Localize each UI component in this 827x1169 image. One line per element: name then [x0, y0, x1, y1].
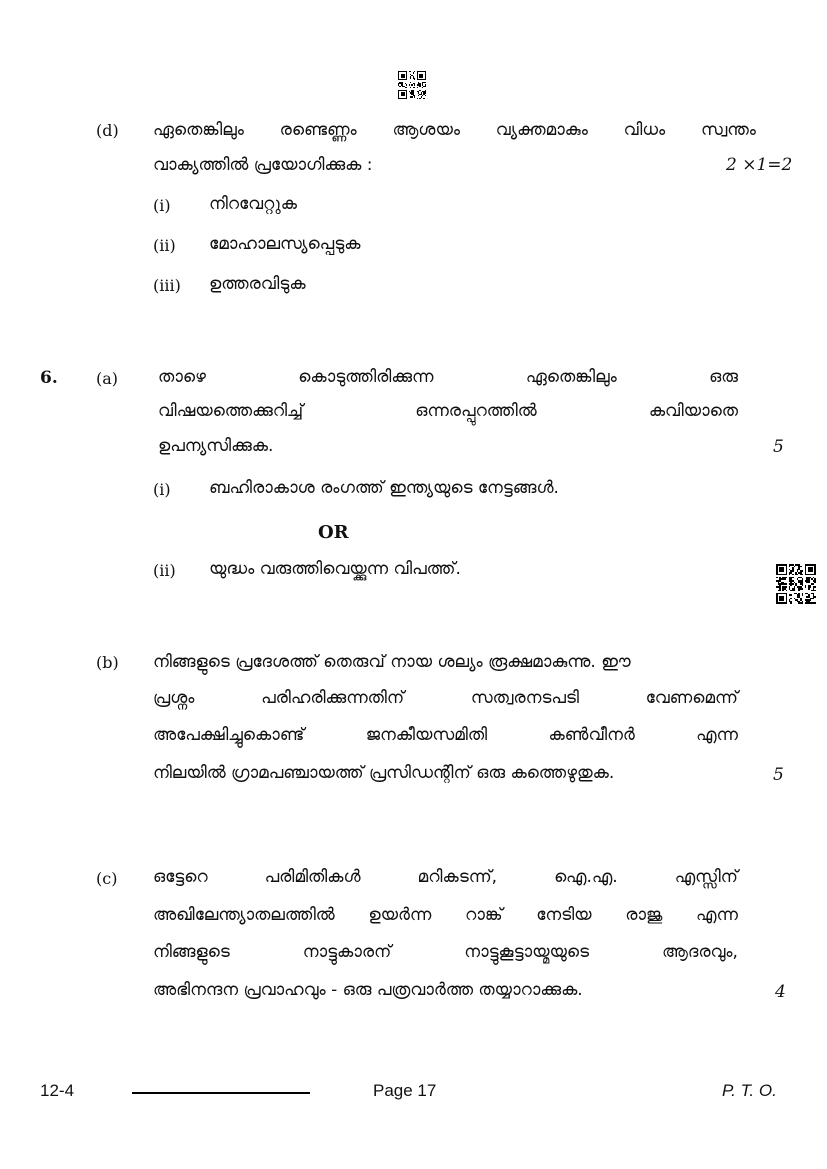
word: പരിഹരിക്കുന്നതിന് [261, 688, 405, 708]
word: നേടിയ [536, 905, 592, 925]
qr-code [776, 564, 816, 604]
word: നിങ്ങളുടെ [153, 942, 230, 962]
footer-rule [132, 1092, 310, 1094]
marks: 5 [773, 437, 784, 457]
word: ഒരു [709, 367, 738, 387]
word: പ്രശ്നം [153, 688, 195, 708]
marks: 4 [775, 982, 786, 1002]
word: എന്ന [696, 905, 738, 925]
question-text [158, 367, 738, 387]
word: വ്യക്തമാകും [495, 120, 588, 140]
question-label: (a) [96, 369, 119, 388]
word: ഏതെങ്കിലും [525, 367, 617, 387]
word: സ്വന്തം [700, 120, 756, 140]
item-label: (iii) [153, 276, 181, 295]
question-label: (b) [96, 653, 119, 672]
item-text: ഉത്തരവിടുക [209, 274, 306, 294]
question-text: വാക്യത്തിൽ പ്രയോഗിക്കുക : [153, 155, 373, 175]
marks: 2 ×1=2 [726, 155, 793, 175]
item-text: മോഹാലസ്യപ്പെടുക [209, 234, 361, 254]
question-text [153, 905, 738, 925]
word: ജനകീയസമിതി [365, 725, 488, 745]
paper-code: 12-4 [40, 1081, 75, 1100]
word: ഏതെങ്കിലും [153, 120, 244, 140]
word: റാങ്ക് [465, 905, 503, 925]
word: നാട്ടുകൂട്ടായ്മയുടെ [464, 942, 590, 962]
word: ഒന്നരപ്പുറത്തിൽ [415, 401, 537, 421]
question-text: നിങ്ങളുടെ പ്രദേശത്ത് തെരുവ് നായ ശല്യം രൂക്ഷമാകുന്നു. ഈ [153, 652, 631, 672]
question-label: (c) [96, 869, 118, 888]
question-text: ഉപന്യസിക്കുക. [158, 436, 274, 456]
word: അഖിലേന്ത്യാതലത്തിൽ [153, 905, 335, 925]
question-text: നിലയിൽ ഗ്രാമപഞ്ചായത്ത് പ്രസിഡന്റിന് ഒരു കത്തെഴുതുക. [153, 763, 615, 783]
word: വിഷയത്തെക്കുറിച്ച് [158, 401, 304, 421]
question-text [153, 942, 738, 962]
word: എന്ന [696, 725, 738, 745]
or-separator: OR [318, 522, 349, 543]
qr-code [398, 71, 426, 99]
question-text [153, 867, 738, 887]
word: ആശയം [392, 120, 460, 140]
word: എസ്സിന് [674, 867, 738, 887]
marks: 5 [773, 765, 784, 785]
page-number: Page 17 [373, 1081, 437, 1100]
word: മറികടന്ന്, [417, 867, 498, 887]
word: ഐ.എ. [554, 867, 618, 887]
question-text [153, 725, 738, 745]
word: കവിയാതെ [648, 401, 738, 421]
word: വേണമെന്ന് [645, 688, 738, 708]
word: രണ്ടെണ്ണം [279, 120, 357, 140]
word: ഒട്ടേറെ [153, 867, 208, 887]
question-label: (d) [96, 121, 119, 140]
pto-note: P. T. O. [722, 1081, 777, 1100]
question-number: 6. [40, 368, 58, 388]
word: വിധം [623, 120, 666, 140]
word: രാജു [625, 905, 663, 925]
word: സത്വരനടപടി [470, 688, 579, 708]
word: കൊടുത്തിരിക്കുന്ന [298, 367, 434, 387]
option-text: ബഹിരാകാശ രംഗത്ത് ഇന്ത്യയുടെ നേട്ടങ്ങൾ. [209, 478, 559, 498]
word: ആദരവും, [661, 942, 738, 962]
word: ഉയർന്ന [368, 905, 432, 925]
item-text: നിറവേറ്റുക [209, 194, 297, 214]
option-text: യുദ്ധം വരുത്തിവെയ്ക്കുന്ന വിപത്ത്. [209, 559, 461, 579]
question-text: അഭിനന്ദന പ്രവാഹവും - ഒരു പത്രവാർത്ത തയ്യാറാക്കുക. [153, 980, 583, 1000]
item-label: (i) [153, 196, 171, 215]
word: കൺവീനർ [548, 725, 635, 745]
option-label: (ii) [153, 561, 176, 580]
word: നാട്ടുകാരന് [302, 942, 392, 962]
option-label: (i) [153, 480, 171, 499]
question-text [158, 401, 738, 421]
question-text [153, 120, 756, 140]
question-text [153, 688, 738, 708]
word: പരിമിതികൾ [264, 867, 361, 887]
word: താഴെ [158, 367, 206, 387]
word: അപേക്ഷിച്ചുകൊണ്ട് [153, 725, 305, 745]
item-label: (ii) [153, 236, 176, 255]
